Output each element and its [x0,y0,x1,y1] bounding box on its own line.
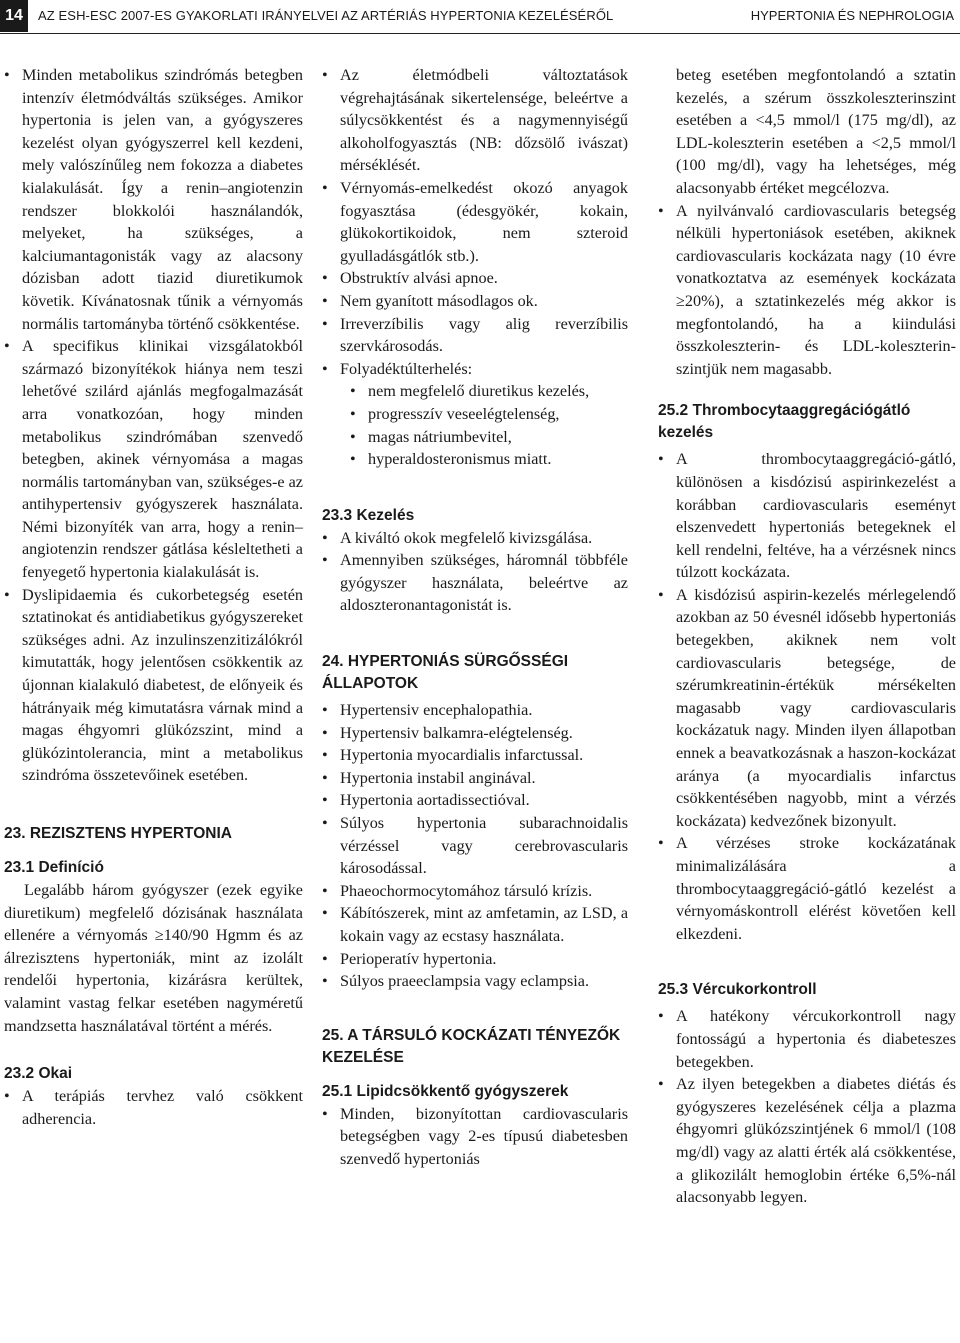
list-item [322,358,628,471]
column-1 [4,64,303,1130]
lipid-list-start [322,1103,628,1171]
list-item: • Irreverzíbilis vagy alig reverzíbilis szervkárosodás. [322,313,628,358]
list-item: • A terápiás tervhez való csökkent adherencia. [4,1085,303,1130]
lipid-continuation: beteg esetében megfontolandó a sztatin kezelés, a szérum összkoleszterinszint esetében a <4,5 mmol/l (175 mg/dl), az LDL-koleszterin esetében a <2,5 mmol/l (100 mg/dl), vagy ha lehetséges, még alacsonyabb értéket megcélozva. [676,66,956,197]
list-item: • Phaeochormocytomához társuló krízis. [322,880,628,903]
antiplatelet-list [658,448,956,945]
sub-list-item: • nem megfelelő diuretikus kezelés, [340,380,628,403]
sub-list-item: • magas nátriumbevitel, [340,426,628,449]
subheading-25-2: 25.2 Thrombocytaaggregációgátló kezelés [658,402,911,442]
definition-paragraph: Legalább három gyógyszer (ezek egyike diuretikum) megfelelő dózisának használata ellenére a vérnyomás ≥140/90 Hgmm és az álrezisztens hypertoniák, mint az izolált rendelői hypertonia, kizárásra kerültek, valamint vastag felkar esetében nagyméretű mandzsetta használatával történt a mérés. [4,881,303,1035]
fluid-overload-sublist [340,380,628,470]
list-item: • Obstruktív alvási apnoe. [322,267,628,290]
section-heading-23: 23. REZISZTENS HYPERTONIA [4,825,232,842]
causes-list [322,64,628,471]
list-item: • A kiváltó okok megfelelő kivizsgálása. [322,527,628,550]
list-item: • Súlyos hypertonia subarachnoidalis vérzéssel vagy cerebrovascularis károsodással. [322,812,628,880]
list-item: • Nem gyanított másodlagos ok. [322,290,628,313]
list-item: • Minden, bizonyítottan cardiovascularis betegségben vagy 2-es típusú diabetesben szenvedő hypertoniás [322,1103,628,1171]
list-item: • Amennyiben szükséges, háromnál többféle gyógyszer használata, beleértve az aldoszteronantagonistát is. [322,549,628,617]
list-item: • Vérnyomás-emelkedést okozó anyagok fogyasztása (édesgyökér, kokain, glükokortikoidok, nem szteroid gyulladásgátlók stb.). [322,177,628,267]
list-item: • Az ilyen betegekben a diabetes diétás és gyógyszeres kezelésének célja a plazma éhgyomri glükózszintjének 6 mmol/l (108 mg/dl) vagy az alatti érték alá csökkentése, a glikozilált hemoglobin értéke 6,5%-nál alacsonyabb legyen. [658,1073,956,1209]
list-item: • A hatékony vércukorkontroll nagy fontosságú a hypertonia és diabeteszes betegekben. [658,1005,956,1073]
list-item: • Hypertonia instabil anginával. [322,767,628,790]
treatment-list [322,527,628,617]
section-heading-24: 24. HYPERTONIÁS SÜRGŐSSÉGI ÁLLAPOTOK [322,653,569,693]
list-item: • Kábítószerek, mint az amfetamin, az LSD, a kokain vagy az ecstasy használata. [322,902,628,947]
lipid-list [658,200,956,381]
emergency-list [322,699,628,993]
list-item: • Súlyos praeeclampsia vagy eclampsia. [322,970,628,993]
list-item: • Az életmódbeli változtatások végrehajtásának sikertelensége, beleértve a súlycsökkentést és a nagymennyiségű alkoholfogyasztás (NB: dőzsölő ivászat) mérséklését. [322,64,628,177]
sub-list-item: • progresszív veseelégtelenség, [340,403,628,426]
list-item: • Hypertonia myocardialis infarctussal. [322,744,628,767]
list-item: • Minden metabolikus szindrómás betegben intenzív életmódváltás szükséges. Amikor hypertonia is jelen van, a gyógyszeres kezelést olyan gyógyszerrel kell kezdeni, mely valószínűleg nem fokozza a diabetes kialakulását. Így a renin–angiotenzin rendszer blokkolói használandók, melyeket, ha szükséges, a kalciumantagonisták vagy az alacsony dózisban adott tiazid diuretikumok követik. Kívánatosnak tűnik a vérnyomás normális tartományba történő csökkentése. [4,64,303,335]
journal-title: HYPERTONIA ÉS NEPHROLOGIA [750,8,954,23]
sub-list-item: • hyperaldosteronismus miatt. [340,448,628,471]
running-title: AZ ESH-ESC 2007-ES GYAKORLATI IRÁNYELVEI AZ ARTÉRIÁS HYPERTONIA KEZELÉSÉRŐL [38,8,614,23]
list-item: • A vérzéses stroke kockázatának minimalizálására a thrombocytaaggregáció-gátló kezelést a vérnyomáskontroll elérést követően kell elkezdeni. [658,832,956,945]
causes-list-start [4,1085,303,1130]
subheading-23-2: 23.2 Okai [4,1065,73,1083]
list-item: • Dyslipidaemia és cukorbetegség esetén sztatinokat és antidiabetikus gyógyszereket szükséges adni. Az inzulinszenzitizálókról kimutatták, hogy jelentősen csökkentik az újonnan kialakuló diabetest, de előnyeik és hátrányaik még kimutatásra várnak mind a magas éhgyomri glükózszint, mind a glükózintolerancia, mint a metabolikus szindróma összetevőinek esetében. [4,584,303,787]
fluid-overload-label: Folyadéktúlterhelés: [340,359,473,378]
list-item: • A kisdózisú aspirin-kezelés mérlegelendő azokban az 50 évesnél idősebb hypertoniás betegekben, akiknek nem volt cardiovascularis betegsége, de szérumkreatinin-értékük mérsékelten magasabb vagy cardiovascularis kockázatuk nagy. Minden ilyen állapotban ennek a beavatkozásnak a haszon-kockázat aránya (a myocardialis infarctus csökkentésében nagyobb, mint a vérzés kockázata) kedvezőnek bizonyult. [658,584,956,833]
column-2 [322,64,628,1171]
list-item: • Hypertensiv balkamra-elégtelenség. [322,722,628,745]
column-3 [658,64,956,1209]
header-rule [0,33,960,34]
subheading-25-3: 25.3 Vércukorkontroll [658,981,817,999]
list-item: • Hypertensiv encephalopathia. [322,699,628,722]
subheading-25-1: 25.1 Lipidcsökkentő gyógyszerek [322,1082,569,1100]
list-item: • A specifikus klinikai vizsgálatokból származó bizonyítékok hiánya nem teszi lehetővé szilárd ajánlás megfogalmazását arra vonatkozóan, hogy minden metabolikus szindrómában szenvedő betegben, akinek vérnyomása a magas normális tartományban van, szükséges-e az antihypertensiv gyógyszerek használata. Némi bizonyíték van arra, hogy a renin–angiotenzin rendszer gátlása késleltetheti a fenyegető hypertonia kialakulását is. [4,335,303,584]
subheading-23-3: 23.3 Kezelés [322,506,415,524]
page-header [0,0,960,34]
section-heading-25: 25. A TÁRSULÓ KOCKÁZATI TÉNYEZŐK KEZELÉSE [322,1026,621,1066]
subheading-23-1: 23.1 Definíció [4,859,104,876]
glucose-list [658,1005,956,1208]
metabolic-bullets [4,64,303,787]
list-item: • A thrombocytaaggregáció-gátló, különösen a kisdózisú aspirinkezelést a korábban cardiovascularis eseményt elszenvedett hypertoniás betegeknek el kell rendelni, feltéve, ha a vérzésnek nincs túlzott kockázata. [658,448,956,584]
list-item: • Perioperatív hypertonia. [322,948,628,971]
page-number: 14 [0,0,28,32]
list-item: • Hypertonia aortadissectióval. [322,789,628,812]
list-item: • A nyilvánvaló cardiovascularis betegség nélküli hypertoniások esetében, akiknek cardiovascularis kockázata nagy (10 évre vonatkoztatva az események kockázata ≥20%), a sztatinkezelés még akkor is megfontolandó, ha a kiindulási összkoleszterin- és LDL-koleszterin-szintjük nem magasabb. [658,200,956,381]
